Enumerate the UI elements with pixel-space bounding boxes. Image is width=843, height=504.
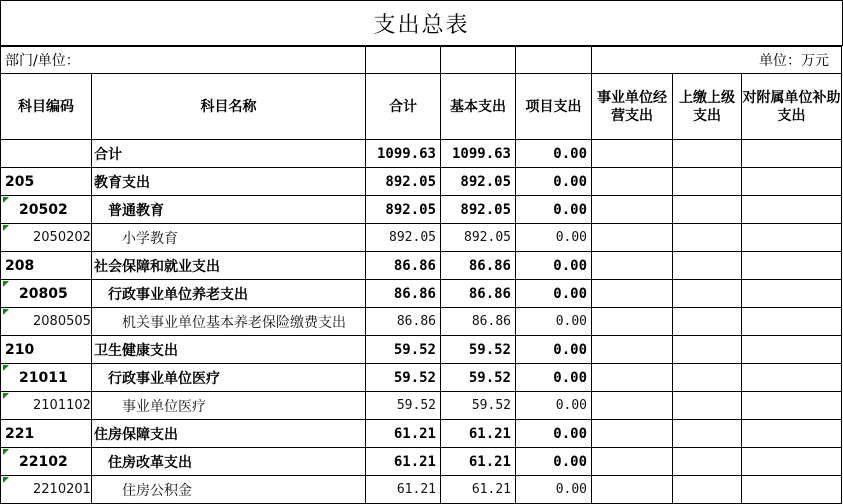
cell-subsidy[interactable] <box>742 280 842 308</box>
cell-subsidy[interactable] <box>742 168 842 196</box>
header-basic[interactable]: 基本支出 <box>441 74 516 140</box>
cell-business[interactable] <box>592 336 673 364</box>
cell-basic[interactable]: 61.21 <box>441 476 516 504</box>
cell-business[interactable] <box>592 308 673 336</box>
cell-subsidy[interactable] <box>742 392 842 420</box>
unit-label: 单位：万元 <box>592 47 842 74</box>
cell-basic[interactable]: 1099.63 <box>441 140 516 168</box>
cell-marker-icon <box>3 477 9 483</box>
cell-name[interactable]: 事业单位医疗 <box>92 392 366 420</box>
cell-subsidy[interactable] <box>742 308 842 336</box>
cell-code[interactable]: 2101102 <box>1 392 92 420</box>
table-body <box>1 140 842 504</box>
cell-marker-icon <box>3 225 9 231</box>
table-row <box>1 224 842 252</box>
header-project[interactable]: 项目支出 <box>516 74 592 140</box>
cell-subsidy[interactable] <box>742 336 842 364</box>
table-row <box>1 280 842 308</box>
cell-project[interactable]: 0.00 <box>516 280 592 308</box>
cell-business[interactable] <box>592 252 673 280</box>
cell-basic[interactable]: 86.86 <box>441 252 516 280</box>
cell-total[interactable]: 86.86 <box>366 252 441 280</box>
cell-subsidy[interactable] <box>742 196 842 224</box>
cell-subsidy[interactable] <box>742 476 842 504</box>
cell-name[interactable]: 机关事业单位基本养老保险缴费支出 <box>92 308 366 336</box>
cell-business[interactable] <box>592 392 673 420</box>
cell-marker-icon <box>3 393 9 399</box>
cell-basic[interactable]: 59.52 <box>441 392 516 420</box>
cell-project[interactable]: 0.00 <box>516 224 592 252</box>
table-row <box>1 196 842 224</box>
header-name[interactable]: 科目名称 <box>92 74 366 140</box>
cell-code[interactable]: 21011 <box>1 364 92 392</box>
cell-project[interactable]: 0.00 <box>516 140 592 168</box>
cell-project[interactable]: 0.00 <box>516 196 592 224</box>
cell-basic[interactable]: 86.86 <box>441 308 516 336</box>
cell-name[interactable]: 行政事业单位医疗 <box>92 364 366 392</box>
cell-project[interactable]: 0.00 <box>516 420 592 448</box>
cell-code[interactable]: 22102 <box>1 448 92 476</box>
cell-total[interactable]: 892.05 <box>366 224 441 252</box>
cell-total[interactable]: 59.52 <box>366 392 441 420</box>
cell-name[interactable]: 住房保障支出 <box>92 420 366 448</box>
cell-code[interactable]: 20805 <box>1 280 92 308</box>
cell-name[interactable]: 社会保障和就业支出 <box>92 252 366 280</box>
table-row <box>1 140 842 168</box>
table-row <box>1 448 842 476</box>
cell-upper[interactable] <box>673 224 742 252</box>
table-row <box>1 168 842 196</box>
cell-marker-icon <box>3 197 9 203</box>
cell-upper[interactable] <box>673 140 742 168</box>
cell-total[interactable]: 86.86 <box>366 280 441 308</box>
table-row <box>1 420 842 448</box>
cell-name[interactable]: 合计 <box>92 140 366 168</box>
cell-business[interactable] <box>592 476 673 504</box>
cell-project[interactable]: 0.00 <box>516 364 592 392</box>
cell-subsidy[interactable] <box>742 252 842 280</box>
table-row <box>1 476 842 504</box>
cell-project[interactable]: 0.00 <box>516 392 592 420</box>
cell-upper[interactable] <box>673 336 742 364</box>
cell-subsidy[interactable] <box>742 224 842 252</box>
cell-marker-icon <box>3 449 9 455</box>
cell-project[interactable]: 0.00 <box>516 448 592 476</box>
cell-total[interactable]: 59.52 <box>366 364 441 392</box>
cell-basic[interactable]: 61.21 <box>441 448 516 476</box>
cell-code[interactable]: 2050202 <box>1 224 92 252</box>
cell-code[interactable]: 20502 <box>1 196 92 224</box>
cell-subsidy[interactable] <box>742 448 842 476</box>
cell-project[interactable]: 0.00 <box>516 336 592 364</box>
cell-name[interactable]: 教育支出 <box>92 168 366 196</box>
cell-code[interactable] <box>1 140 92 168</box>
cell-upper[interactable] <box>673 364 742 392</box>
cell-basic[interactable]: 59.52 <box>441 364 516 392</box>
cell-upper[interactable] <box>673 420 742 448</box>
cell-business[interactable] <box>592 168 673 196</box>
table-row <box>1 252 842 280</box>
cell-code[interactable]: 2080505 <box>1 308 92 336</box>
empty-cell[interactable] <box>366 47 441 74</box>
cell-code[interactable]: 208 <box>1 252 92 280</box>
cell-upper[interactable] <box>673 308 742 336</box>
header-code[interactable]: 科目编码 <box>1 74 92 140</box>
table-row <box>1 336 842 364</box>
cell-marker-icon <box>3 365 9 371</box>
cell-upper[interactable] <box>673 168 742 196</box>
cell-total[interactable]: 61.21 <box>366 420 441 448</box>
cell-project[interactable]: 0.00 <box>516 476 592 504</box>
empty-cell[interactable] <box>441 47 516 74</box>
header-row <box>1 74 842 140</box>
expenditure-table <box>0 46 842 504</box>
header-upper[interactable]: 上缴上级支出 <box>673 74 742 140</box>
cell-total[interactable]: 1099.63 <box>366 140 441 168</box>
cell-marker-icon <box>3 309 9 315</box>
header-business[interactable]: 事业单位经营支出 <box>592 74 673 140</box>
table-title: 支出总表 <box>0 0 843 46</box>
cell-basic[interactable]: 61.21 <box>441 420 516 448</box>
cell-upper[interactable] <box>673 280 742 308</box>
cell-total[interactable]: 61.21 <box>366 476 441 504</box>
cell-upper[interactable] <box>673 196 742 224</box>
cell-upper[interactable] <box>673 392 742 420</box>
cell-project[interactable]: 0.00 <box>516 252 592 280</box>
cell-code[interactable]: 210 <box>1 336 92 364</box>
cell-business[interactable] <box>592 140 673 168</box>
cell-subsidy[interactable] <box>742 364 842 392</box>
cell-business[interactable] <box>592 420 673 448</box>
cell-name[interactable]: 行政事业单位养老支出 <box>92 280 366 308</box>
cell-total[interactable]: 86.86 <box>366 308 441 336</box>
cell-business[interactable] <box>592 224 673 252</box>
cell-name[interactable]: 小学教育 <box>92 224 366 252</box>
cell-basic[interactable]: 892.05 <box>441 196 516 224</box>
cell-upper[interactable] <box>673 252 742 280</box>
table-row <box>1 308 842 336</box>
cell-name[interactable]: 住房改革支出 <box>92 448 366 476</box>
cell-code[interactable]: 2210201 <box>1 476 92 504</box>
header-subsidy[interactable]: 对附属单位补助支出 <box>742 74 842 140</box>
table-row <box>1 392 842 420</box>
cell-total[interactable]: 61.21 <box>366 448 441 476</box>
table-row <box>1 364 842 392</box>
cell-project[interactable]: 0.00 <box>516 168 592 196</box>
cell-total[interactable]: 892.05 <box>366 196 441 224</box>
cell-marker-icon <box>3 281 9 287</box>
header-total[interactable]: 合计 <box>366 74 441 140</box>
cell-code[interactable]: 205 <box>1 168 92 196</box>
cell-project[interactable]: 0.00 <box>516 308 592 336</box>
cell-name[interactable]: 卫生健康支出 <box>92 336 366 364</box>
dept-label: 部门/单位： <box>1 47 366 74</box>
cell-basic[interactable]: 892.05 <box>441 224 516 252</box>
cell-basic[interactable]: 892.05 <box>441 168 516 196</box>
cell-business[interactable] <box>592 448 673 476</box>
empty-cell[interactable] <box>516 47 592 74</box>
cell-basic[interactable]: 86.86 <box>441 280 516 308</box>
cell-business[interactable] <box>592 280 673 308</box>
cell-total[interactable]: 59.52 <box>366 336 441 364</box>
cell-subsidy[interactable] <box>742 420 842 448</box>
cell-subsidy[interactable] <box>742 140 842 168</box>
cell-business[interactable] <box>592 196 673 224</box>
cell-code[interactable]: 221 <box>1 420 92 448</box>
cell-basic[interactable]: 59.52 <box>441 336 516 364</box>
cell-total[interactable]: 892.05 <box>366 168 441 196</box>
cell-upper[interactable] <box>673 476 742 504</box>
cell-name[interactable]: 普通教育 <box>92 196 366 224</box>
cell-business[interactable] <box>592 364 673 392</box>
cell-name[interactable]: 住房公积金 <box>92 476 366 504</box>
cell-upper[interactable] <box>673 448 742 476</box>
unit-row <box>1 47 842 74</box>
